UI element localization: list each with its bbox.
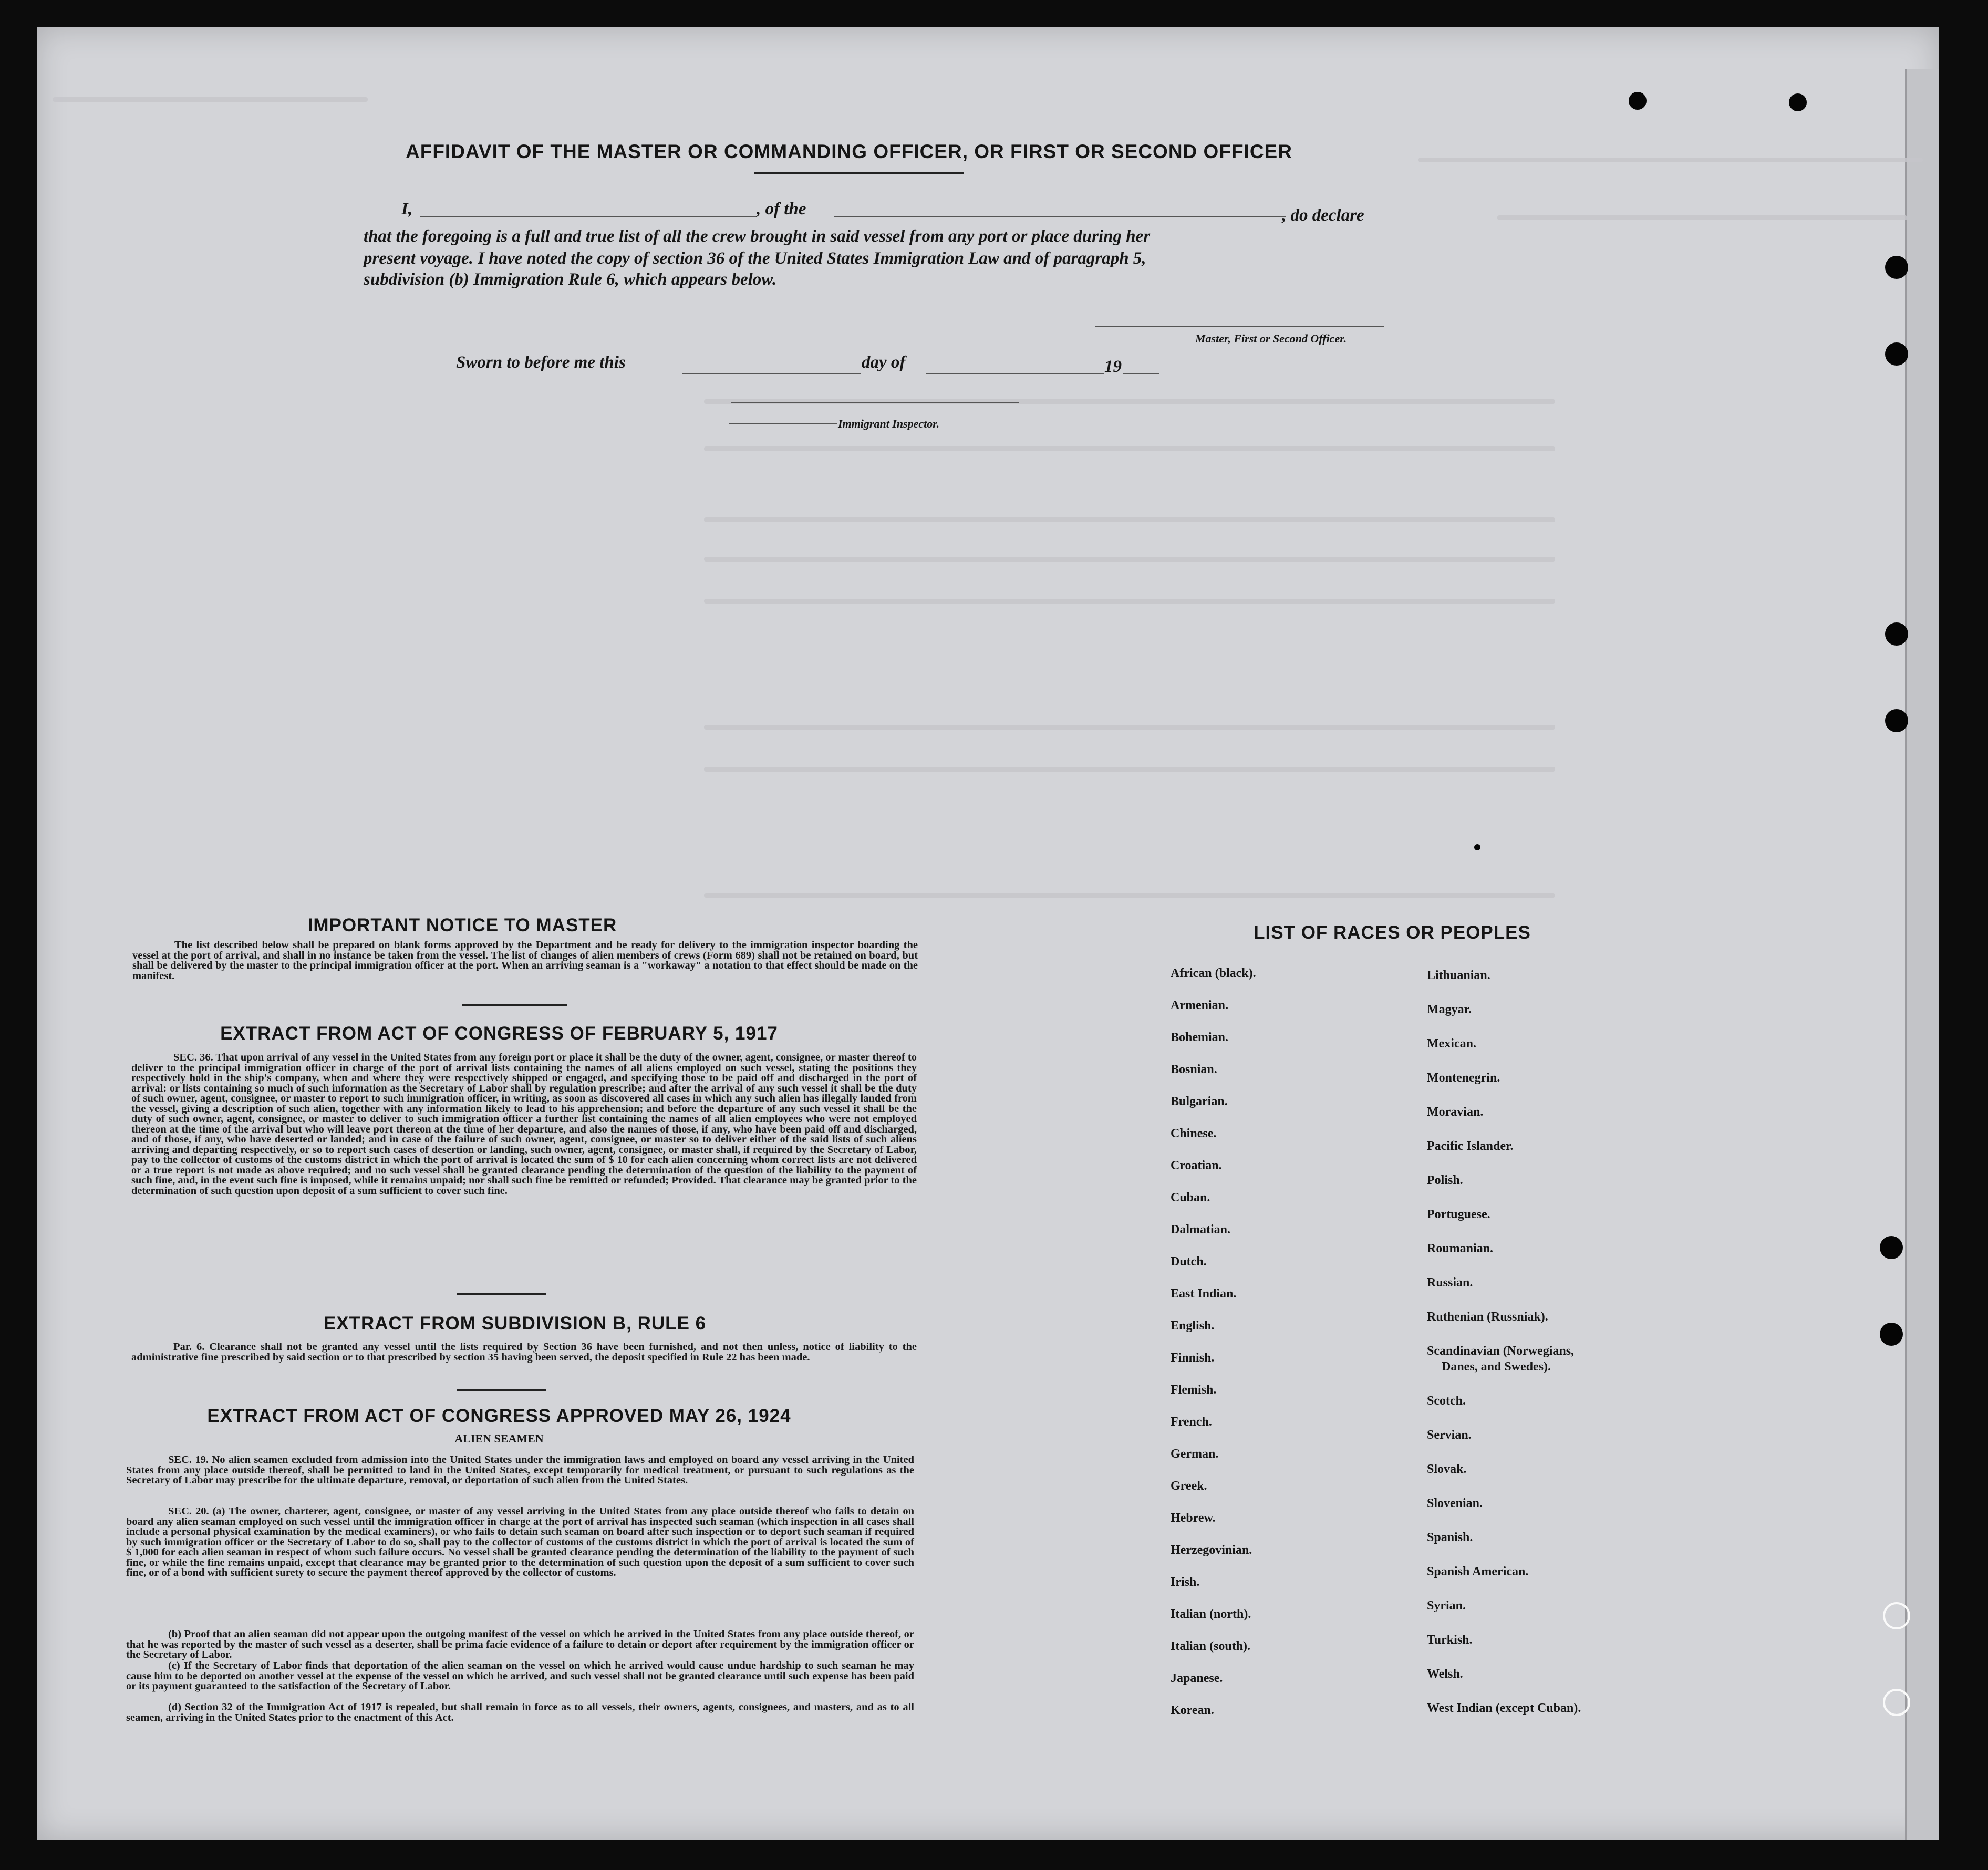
- binder-hole: [1885, 342, 1908, 366]
- race-item: Portuguese.: [1427, 1208, 1490, 1221]
- sworn-year-field[interactable]: [1123, 373, 1159, 374]
- race-item: Korean.: [1171, 1703, 1214, 1717]
- section-rule: [457, 1293, 546, 1295]
- race-item: Turkish.: [1427, 1633, 1473, 1647]
- vessel-name-field[interactable]: [834, 216, 1286, 217]
- affidavit-line-1: that the foregoing is a full and true list of all the crew brought in said vessel from any port or place during her: [364, 227, 1151, 246]
- race-item: Slovenian.: [1427, 1497, 1483, 1510]
- day-of-label: day of: [862, 353, 906, 372]
- race-item: Finnish.: [1171, 1351, 1215, 1365]
- extract-1924-sec20b: (b) Proof that an alien seaman did not appear upon the outgoing manifest of the vessel on which he arrived in the United States from any place outside thereof, or that he was reported by the master of such vessel as a deserter, shall be prima facie evidence of a failure to detain or deport after requirement by the immigration officer or the Secretary of Labor.: [126, 1628, 914, 1660]
- race-item: French.: [1171, 1415, 1212, 1429]
- race-item: Italian (north).: [1171, 1607, 1251, 1621]
- of-the-label: , of the: [757, 200, 806, 219]
- extract-1917-text: SEC. 36. That upon arrival of any vessel in the United States from any foreign port or place it shall be the duty of the owner, agent, consignee, or master thereof to deliver to the principal immigration officer in charge of the port of arrival lists containing the names of all aliens employed on such vessel, stating the positions they respectively hold in the ship's company, when and where they were respectively shipped or engaged, and specifying those to be paid off and discharged in the port of arrival: or lists containing so much of such information as the Secretary of Labor shall by regulation prescribe; and after the arrival of any such vessel it shall be the duty of such owner, agent, consignee, or master to report to such immigration officer, in writing, as soon as discovered all cases in which any such alien has illegally landed from the vessel, giving a description of such alien, together with any information likely to lead to his apprehension; and before the departure of any such vessel it shall be the duty of such owner, agent, consignee, or master to deliver to such immigration officer a further list containing the names of all alien employees who were not employed thereon at the time of the arrival but who will leave port thereon at the time of her departure, and also the names of those, if any, who have been paid off and discharged, and of those, if any, who have deserted or landed; and in case of the failure of such owner, agent, consignee, or master so to deliver either of the said lists of such aliens arriving and departing respectively, or so to report such cases of desertion or landing, such owner, agent, consignee, or master shall, if required by the Secretary of Labor, pay to the collector of customs of the customs district in which the port of arrival is located the sum of $ 10 for each alien concerning whom correct lists are not delivered or a true report is not made as above required; and no such vessel shall be granted clearance pending the determination of the question of the liability to the payment of such fine, and, in the event such fine is imposed, while it remains unpaid; nor shall such fine be remitted or refunded; Provided. That clearance may be granted prior to the determination of such question upon deposit of a sum sufficient to cover such fine.: [131, 1052, 917, 1197]
- races-title: LIST OF RACES OR PEOPLES: [1254, 922, 1531, 943]
- affidavit-line-2: present voyage. I have noted the copy of section 36 of the United States Immigration Law and of paragraph 5,: [364, 249, 1146, 268]
- race-item: Japanese.: [1171, 1671, 1223, 1685]
- race-item: African (black).: [1171, 967, 1256, 980]
- race-item: Roumanian.: [1427, 1242, 1494, 1255]
- binder-hole: [1880, 1236, 1903, 1259]
- race-item: Welsh.: [1427, 1667, 1463, 1681]
- race-item: Russian.: [1427, 1276, 1473, 1290]
- race-item: Herzegovinian.: [1171, 1543, 1252, 1557]
- year-prefix: 19: [1104, 357, 1122, 376]
- race-item: Greek.: [1171, 1479, 1207, 1493]
- extract-1924-sec19: SEC. 19. No alien seamen excluded from admission into the United States under the immigration laws and employed on board any vessel arriving in the United States from any place outside thereof, shall be permitted to land in the United States, except temporarily for medical treatment, or pursuant to such regulations as the Secretary of Labor may prescribe for the ultimate departure, removal, or deportation of such alien from the United States.: [126, 1454, 914, 1486]
- race-item: Flemish.: [1171, 1383, 1217, 1397]
- race-item: Pacific Islander.: [1427, 1139, 1514, 1153]
- race-item: Magyar.: [1427, 1003, 1472, 1016]
- race-item: East Indian.: [1171, 1287, 1237, 1301]
- binder-hole: [1474, 844, 1480, 850]
- race-item: German.: [1171, 1447, 1219, 1461]
- binder-hole: [1885, 256, 1908, 279]
- binder-hole: [1885, 622, 1908, 646]
- affidavit-title: AFFIDAVIT OF THE MASTER OR COMMANDING OFFICER, OR FIRST OR SECOND OFFICER: [406, 141, 1292, 162]
- race-item: Servian.: [1427, 1428, 1472, 1442]
- race-item: Cuban.: [1171, 1191, 1210, 1204]
- race-item: Syrian.: [1427, 1599, 1466, 1613]
- sworn-label: Sworn to before me this: [456, 353, 626, 372]
- sworn-month-field[interactable]: [926, 373, 1104, 374]
- binder-hole: [1885, 709, 1908, 732]
- extract-1924-sec20c: (c) If the Secretary of Labor finds that deportation of the alien seaman on the vessel on which he arrived would cause undue hardship to such seaman he may cause him to be deported on another vessel at the expense of the vessel on which he arrived, and such vessel shall not be granted clearance until such expense has been paid or its payment guaranteed to the satisfaction of the Secretary of Labor.: [126, 1660, 914, 1692]
- extract-rule6-title: EXTRACT FROM SUBDIVISION B, RULE 6: [323, 1313, 707, 1334]
- notice-text: The list described below shall be prepared on blank forms approved by the Department and be ready for delivery to the immigration inspector boarding the vessel at the port of arrival, and shall in no instance be taken from the vessel. The list of changes of alien members of crews (Form 689) shall not be retained on board, but shall be delivered by the master to the principal immigration officer at the port. When an arriving seaman is a "workaway" a notation to that effect should be made on the manifest.: [132, 939, 918, 982]
- sworn-day-field[interactable]: [682, 373, 861, 374]
- binder-hole: [1880, 1323, 1903, 1346]
- inspector-caption: Immigrant Inspector.: [838, 417, 940, 430]
- extract-rule6-text: Par. 6. Clearance shall not be granted any vessel until the lists required by Section 36 have been furnished, and not then unless, notice of liability to the administrative fine prescribed by said section or to that prescribed by section 35 having been served, the deposit specified in Rule 22 has been made.: [131, 1341, 917, 1363]
- race-item: Spanish.: [1427, 1531, 1473, 1544]
- notice-title: IMPORTANT NOTICE TO MASTER: [307, 915, 617, 936]
- race-item: Danes, and Swedes).: [1442, 1360, 1551, 1374]
- race-item: Lithuanian.: [1427, 969, 1490, 982]
- race-item: Moravian.: [1427, 1105, 1484, 1119]
- title-rule: [754, 172, 964, 174]
- inspector-signature-field[interactable]: [731, 402, 1019, 403]
- race-item: Irish.: [1171, 1575, 1200, 1589]
- binder-hole: [1883, 1689, 1910, 1716]
- page-edge-strip: [1905, 69, 1939, 1840]
- race-item: Bohemian.: [1171, 1031, 1229, 1044]
- extract-1924-sec20a: SEC. 20. (a) The owner, charterer, agent, consignee, or master of any vessel arriving in the United States from any place outside thereof who fails to detain on board any alien seaman employed on such vessel until the immigration officer in charge at the port of arrival has inspected such seaman (which inspection in all cases shall include a personal physical examination by the medical examiners), or who fails to detain such seaman on board after such inspection or to deport such seaman if required by such immigration officer or the Secretary of Labor to do so, shall pay to the collector of customs of the customs district in which the port of arrival is located the sum of $ 1,000 for each alien seaman in respect of whom such failure occurs. No vessel shall be granted clearance pending the determination of the liability to the payment of such fine, or while the fine remains unpaid, except that clearance may be granted prior to the determination of such question upon the deposit of a sum sufficient to cover such fine, or of a bond with sufficient surety to secure the payment thereof approved by the collector of customs.: [126, 1505, 914, 1578]
- race-item: Montenegrin.: [1427, 1071, 1500, 1085]
- race-item: Scandinavian (Norwegians,: [1427, 1344, 1575, 1358]
- race-item: Ruthenian (Russniak).: [1427, 1310, 1548, 1324]
- race-item: Hebrew.: [1171, 1511, 1216, 1525]
- inspector-signature-prefix: [729, 423, 837, 424]
- binder-hole: [1883, 1602, 1910, 1629]
- race-item: Slovak.: [1427, 1462, 1467, 1476]
- extract-1924-sec20d: (d) Section 32 of the Immigration Act of 1917 is repealed, but shall remain in force as to all vessels, their owners, agents, consignees, and masters, and as to all seamen, arriving in the United States prior to the enactment of this Act.: [126, 1701, 914, 1723]
- binder-hole: [1789, 94, 1807, 111]
- section-rule: [462, 1004, 567, 1006]
- race-item: Scotch.: [1427, 1394, 1466, 1408]
- race-item: Bosnian.: [1171, 1063, 1217, 1076]
- binder-hole: [1629, 92, 1647, 110]
- officer-signature-caption: Master, First or Second Officer.: [1195, 332, 1347, 345]
- race-item: Italian (south).: [1171, 1639, 1251, 1653]
- race-item: Polish.: [1427, 1173, 1463, 1187]
- extract-1917-title: EXTRACT FROM ACT OF CONGRESS OF FEBRUARY 5, 1917: [220, 1023, 778, 1044]
- race-item: Dalmatian.: [1171, 1223, 1230, 1237]
- race-item: Armenian.: [1171, 999, 1228, 1012]
- race-item: Chinese.: [1171, 1127, 1217, 1140]
- race-item: Mexican.: [1427, 1037, 1476, 1051]
- section-rule: [457, 1389, 546, 1391]
- race-item: Bulgarian.: [1171, 1095, 1228, 1108]
- race-item: Spanish American.: [1427, 1565, 1529, 1578]
- race-item: West Indian (except Cuban).: [1427, 1701, 1581, 1715]
- race-item: English.: [1171, 1319, 1215, 1333]
- affiant-label: I,: [401, 200, 413, 219]
- officer-signature-field[interactable]: [1095, 326, 1384, 327]
- affidavit-line-3: subdivision (b) Immigration Rule 6, which appears below.: [364, 270, 777, 289]
- race-item: Dutch.: [1171, 1255, 1207, 1269]
- extract-1924-title: EXTRACT FROM ACT OF CONGRESS APPROVED MAY 26, 1924: [207, 1406, 791, 1426]
- affiant-name-field[interactable]: [420, 216, 757, 217]
- extract-1924-subtitle: ALIEN SEAMEN: [454, 1432, 544, 1445]
- do-declare-label: , do declare: [1282, 206, 1364, 225]
- race-item: Croatian.: [1171, 1159, 1222, 1172]
